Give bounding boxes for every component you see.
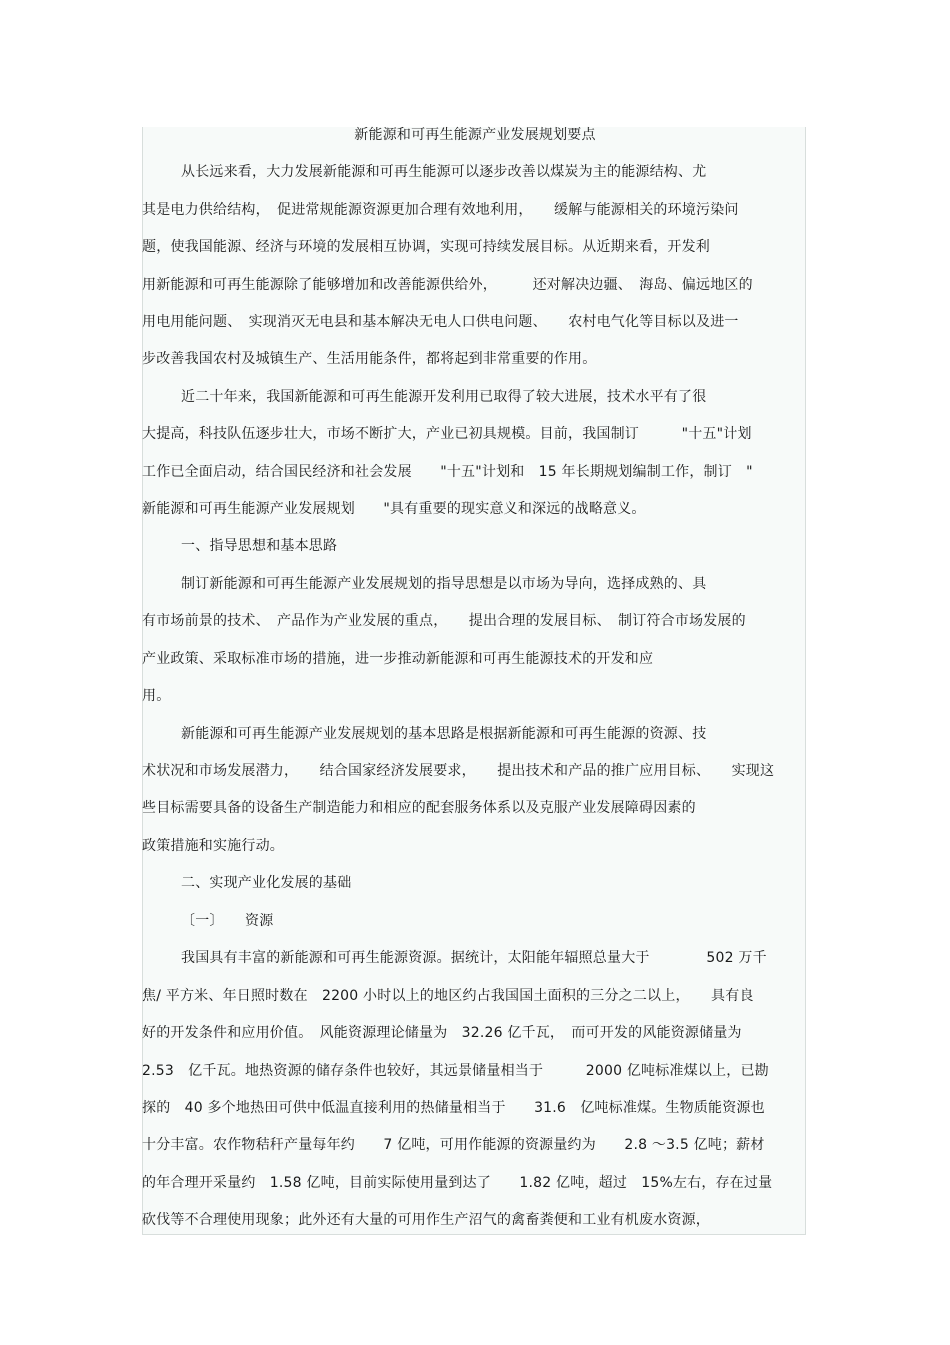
paragraph-line: 好的开发条件和应用价值。 风能资源理论储量为 32.26 亿千瓦， 而可开发的风能资源储量为 (142, 1025, 742, 1041)
paragraph-line: 用电用能问题、 实现消灭无电县和基本解决无电人口供电问题、 农村电气化等目标以及进一 (142, 314, 739, 330)
paragraph-line: 用。 (142, 688, 171, 704)
subsection-heading: 〔一〕 资源 (181, 913, 274, 929)
paragraph-line: 产业政策、采取标准市场的措施，进一步推动新能源和可再生能源技术的开发和应 (142, 651, 654, 667)
section-heading: 一、指导思想和基本思路 (181, 538, 338, 554)
paragraph-line: 术状况和市场发展潜力， 结合国家经济发展要求， 提出技术和产品的推广应用目标、 实现这 (142, 763, 775, 779)
paragraph-line: 从长远来看，大力发展新能源和可再生能源可以逐步改善以煤炭为主的能源结构、尤 (181, 164, 707, 180)
paragraph-line: 其是电力供给结构， 促进常规能源资源更加合理有效地利用， 缓解与能源相关的环境污染问 (142, 202, 739, 218)
paragraph-line: 用新能源和可再生能源除了能够增加和改善能源供给外， 还对解决边疆、 海岛、偏远地区的 (142, 277, 753, 293)
paragraph-line: 步改善我国农村及城镇生产、生活用能条件，都将起到非常重要的作用。 (142, 351, 597, 367)
section-heading: 二、实现产业化发展的基础 (181, 875, 352, 891)
paragraph-line: 大提高，科技队伍逐步壮大，市场不断扩大，产业已初具规模。目前，我国制订 "十五"计划 (142, 426, 752, 442)
paragraph-line: 焦/ 平方米、年日照时数在 2200 小时以上的地区约占我国国土面积的三分之二以上， 具有良 (142, 988, 754, 1004)
paragraph-line: 工作已全面启动，结合国民经济和社会发展 "十五"计划和 15 年长期规划编制工作，制订 " (142, 464, 753, 480)
paragraph-line: 有市场前景的技术、 产品作为产业发展的重点， 提出合理的发展目标、 制订符合市场发展的 (142, 613, 746, 629)
paragraph-line: 砍伐等不合理使用现象；此外还有大量的可用作生产沼气的禽畜粪便和工业有机废水资源， (142, 1212, 710, 1228)
paragraph-line: 新能源和可再生能源产业发展规划 "具有重要的现实意义和深远的战略意义。 (142, 501, 646, 517)
paragraph-line: 政策措施和实施行动。 (142, 838, 284, 854)
paragraph-line: 十分丰富。农作物秸秆产量每年约 7 亿吨，可用作能源的资源量约为 2.8 ～3.5 亿吨；薪材 (142, 1137, 765, 1153)
paragraph-line: 2.53 亿千瓦。地热资源的储存条件也较好，其远景储量相当于 2000 亿吨标准煤以上，已勘 (142, 1063, 769, 1079)
document-title: 新能源和可再生能源产业发展规划要点 (354, 127, 596, 143)
paragraph-line: 我国具有丰富的新能源和可再生能源资源。据统计，太阳能年辐照总量大于 502 万千 (181, 950, 767, 966)
paragraph-line: 近二十年来，我国新能源和可再生能源开发利用已取得了较大进展，技术水平有了很 (181, 389, 707, 405)
paragraph-line: 的年合理开采量约 1.58 亿吨，目前实际使用量到达了 1.82 亿吨，超过 15%左右，存在过量 (142, 1175, 773, 1191)
paragraph-line: 题，使我国能源、经济与环境的发展相互协调，实现可持续发展目标。从近期来看，开发利 (142, 239, 710, 255)
paragraph-line: 些目标需要具备的设备生产制造能力和相应的配套服务体系以及克服产业发展障碍因素的 (142, 800, 696, 816)
paragraph-line: 新能源和可再生能源产业发展规划的基本思路是根据新能源和可再生能源的资源、技 (181, 726, 707, 742)
paragraph-line: 制订新能源和可再生能源产业发展规划的指导思想是以市场为导向，选择成熟的、具 (181, 576, 707, 592)
paragraph-line: 探的 40 多个地热田可供中低温直接利用的热储量相当于 31.6 亿吨标准煤。生物质能资源也 (142, 1100, 765, 1116)
